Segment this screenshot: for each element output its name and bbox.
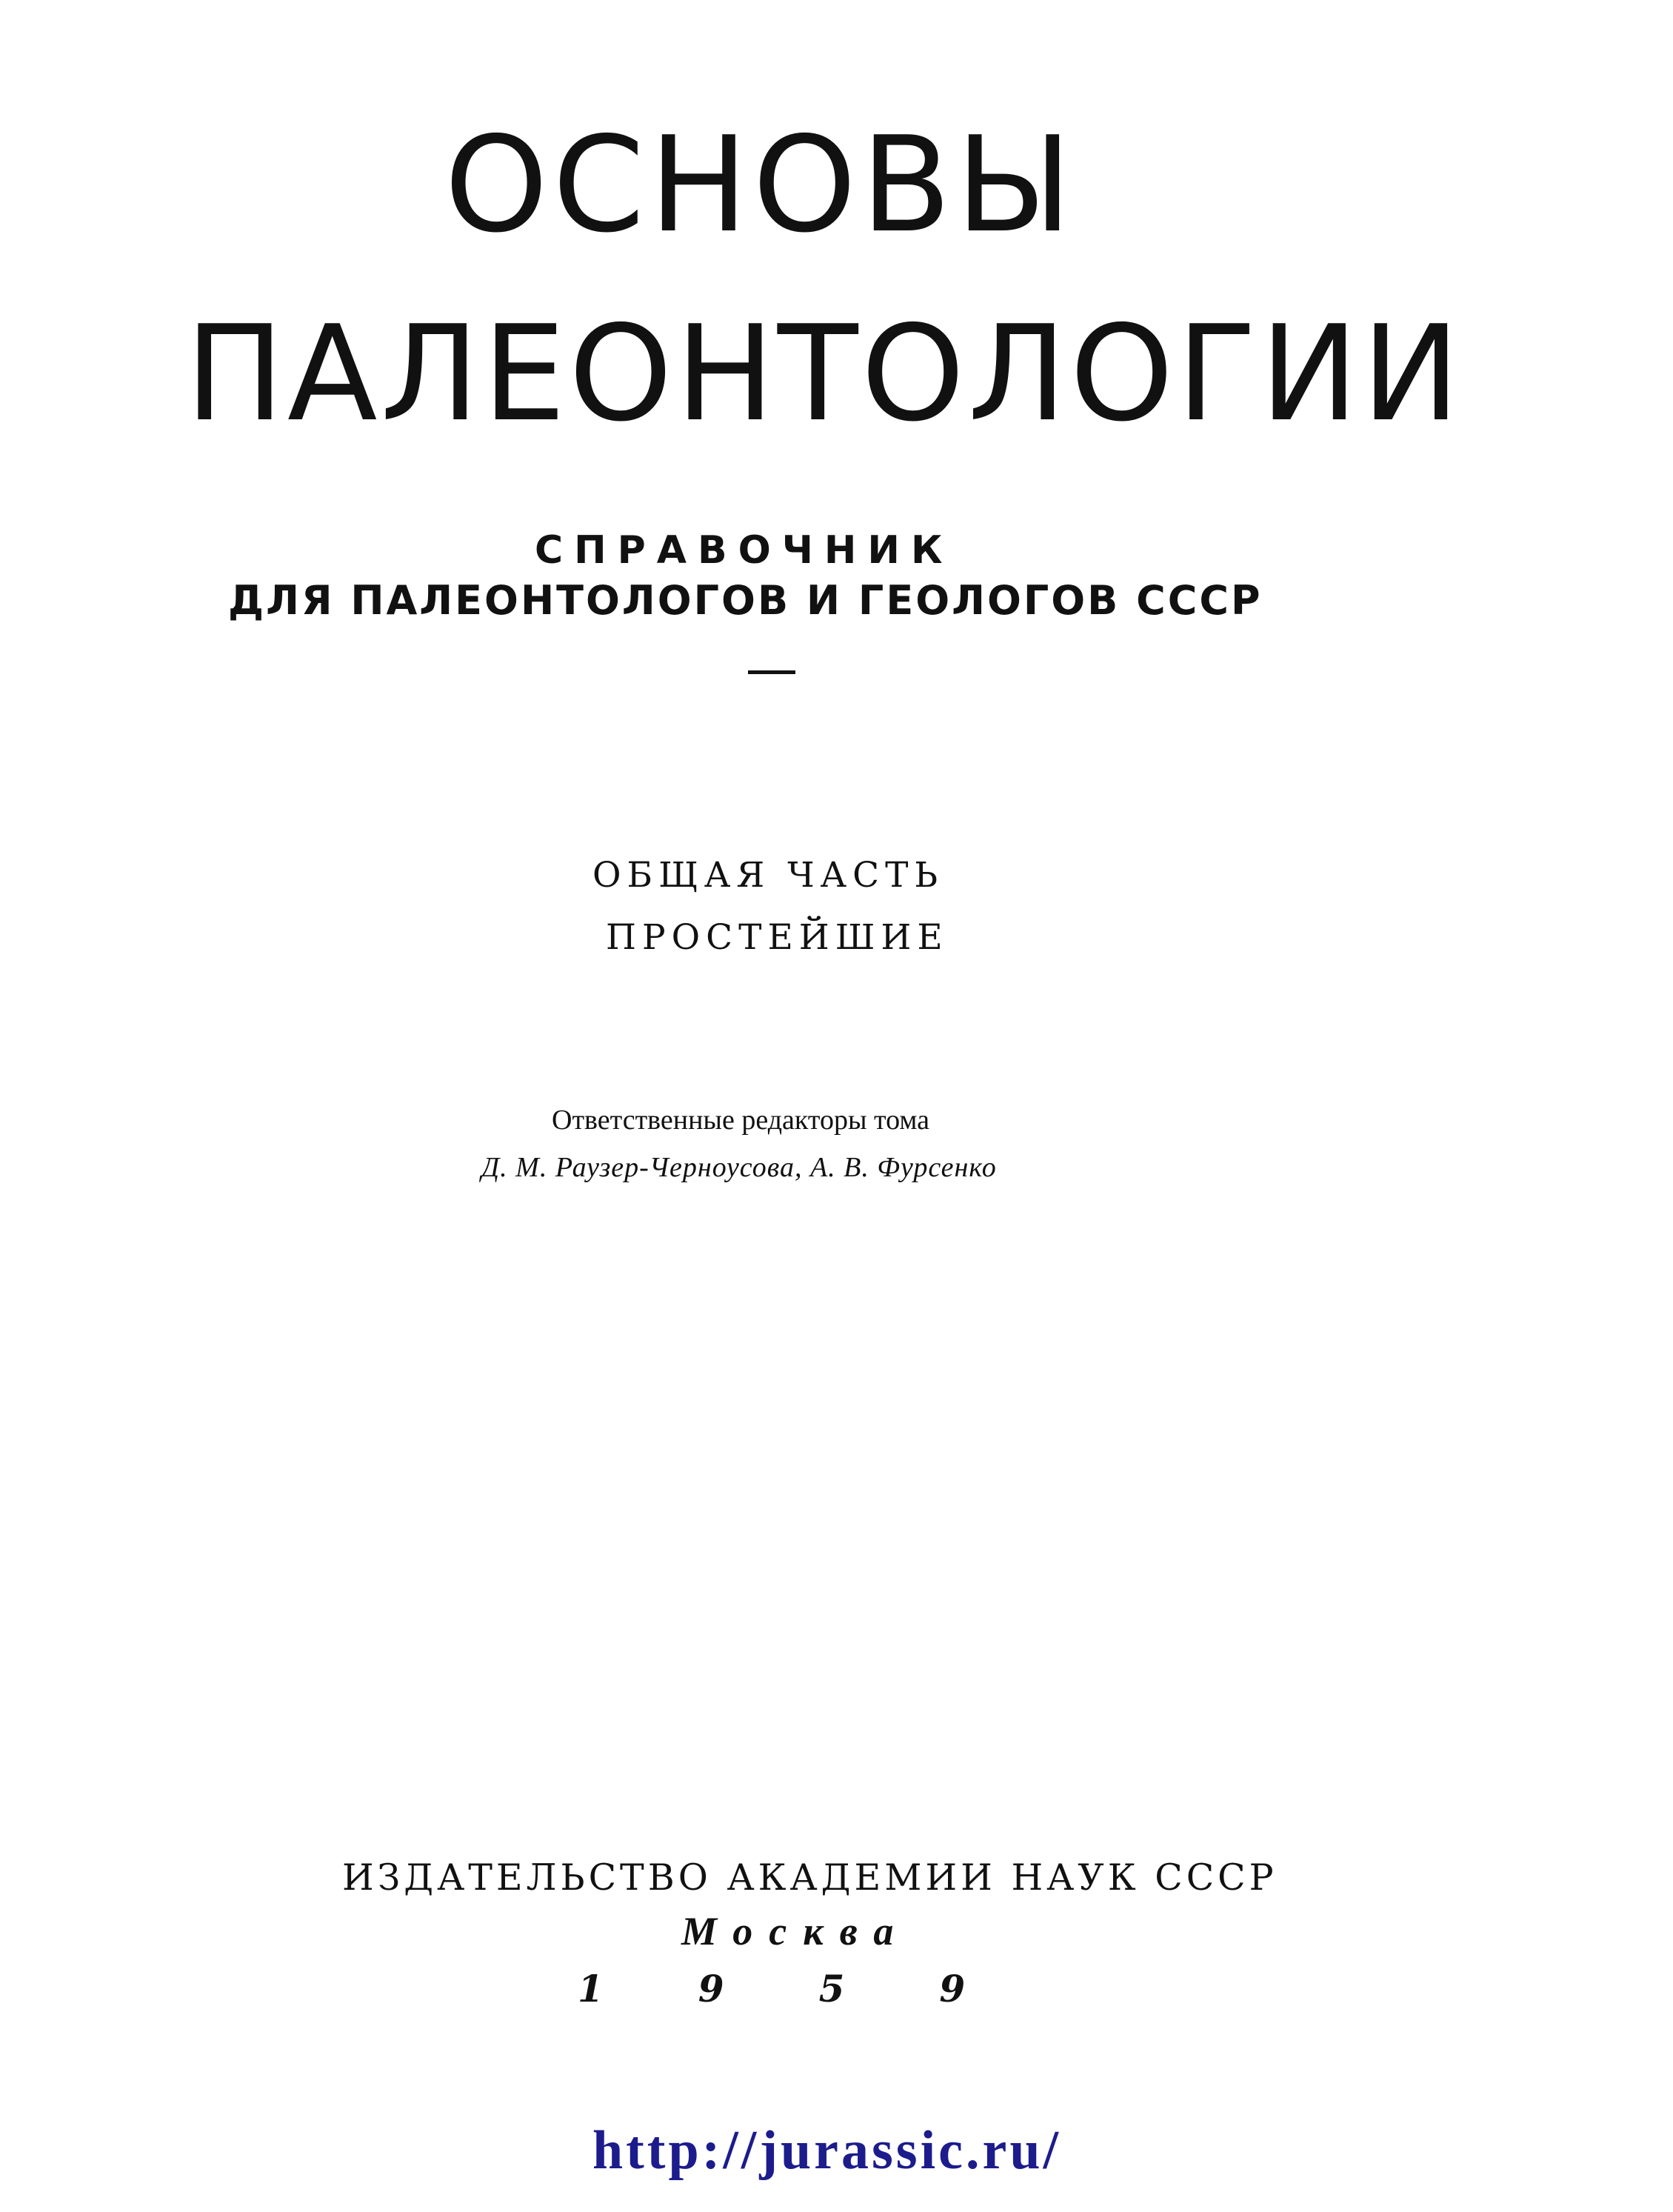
- editors-label: Ответственные редакторы тома: [552, 1105, 930, 1136]
- publisher-name: ИЗДАТЕЛЬСТВО АКАДЕМИИ НАУК СССР: [342, 1856, 1278, 1899]
- publication-year: 1959: [578, 1967, 1061, 2011]
- volume-part: ОБЩАЯ ЧАСТЬ: [592, 855, 944, 896]
- book-title-line-1: ОСНОВЫ: [444, 108, 1077, 261]
- subtitle-line-1: СПРАВОЧНИК: [535, 528, 954, 573]
- volume-topic: ПРОСТЕЙШИЕ: [606, 917, 949, 958]
- watermark-url: http://jurassic.ru/: [592, 2120, 1062, 2181]
- divider-dash: [748, 670, 795, 674]
- book-title-line-2: ПАЛЕОНТОЛОГИИ: [185, 297, 1463, 450]
- publication-city: Москва: [681, 1909, 910, 1953]
- subtitle-line-2: ДЛЯ ПАЛЕОНТОЛОГОВ И ГЕОЛОГОВ СССР: [228, 577, 1263, 624]
- editors-names: Д. М. Раузер-Черноусова, А. В. Фурсенко: [481, 1152, 997, 1183]
